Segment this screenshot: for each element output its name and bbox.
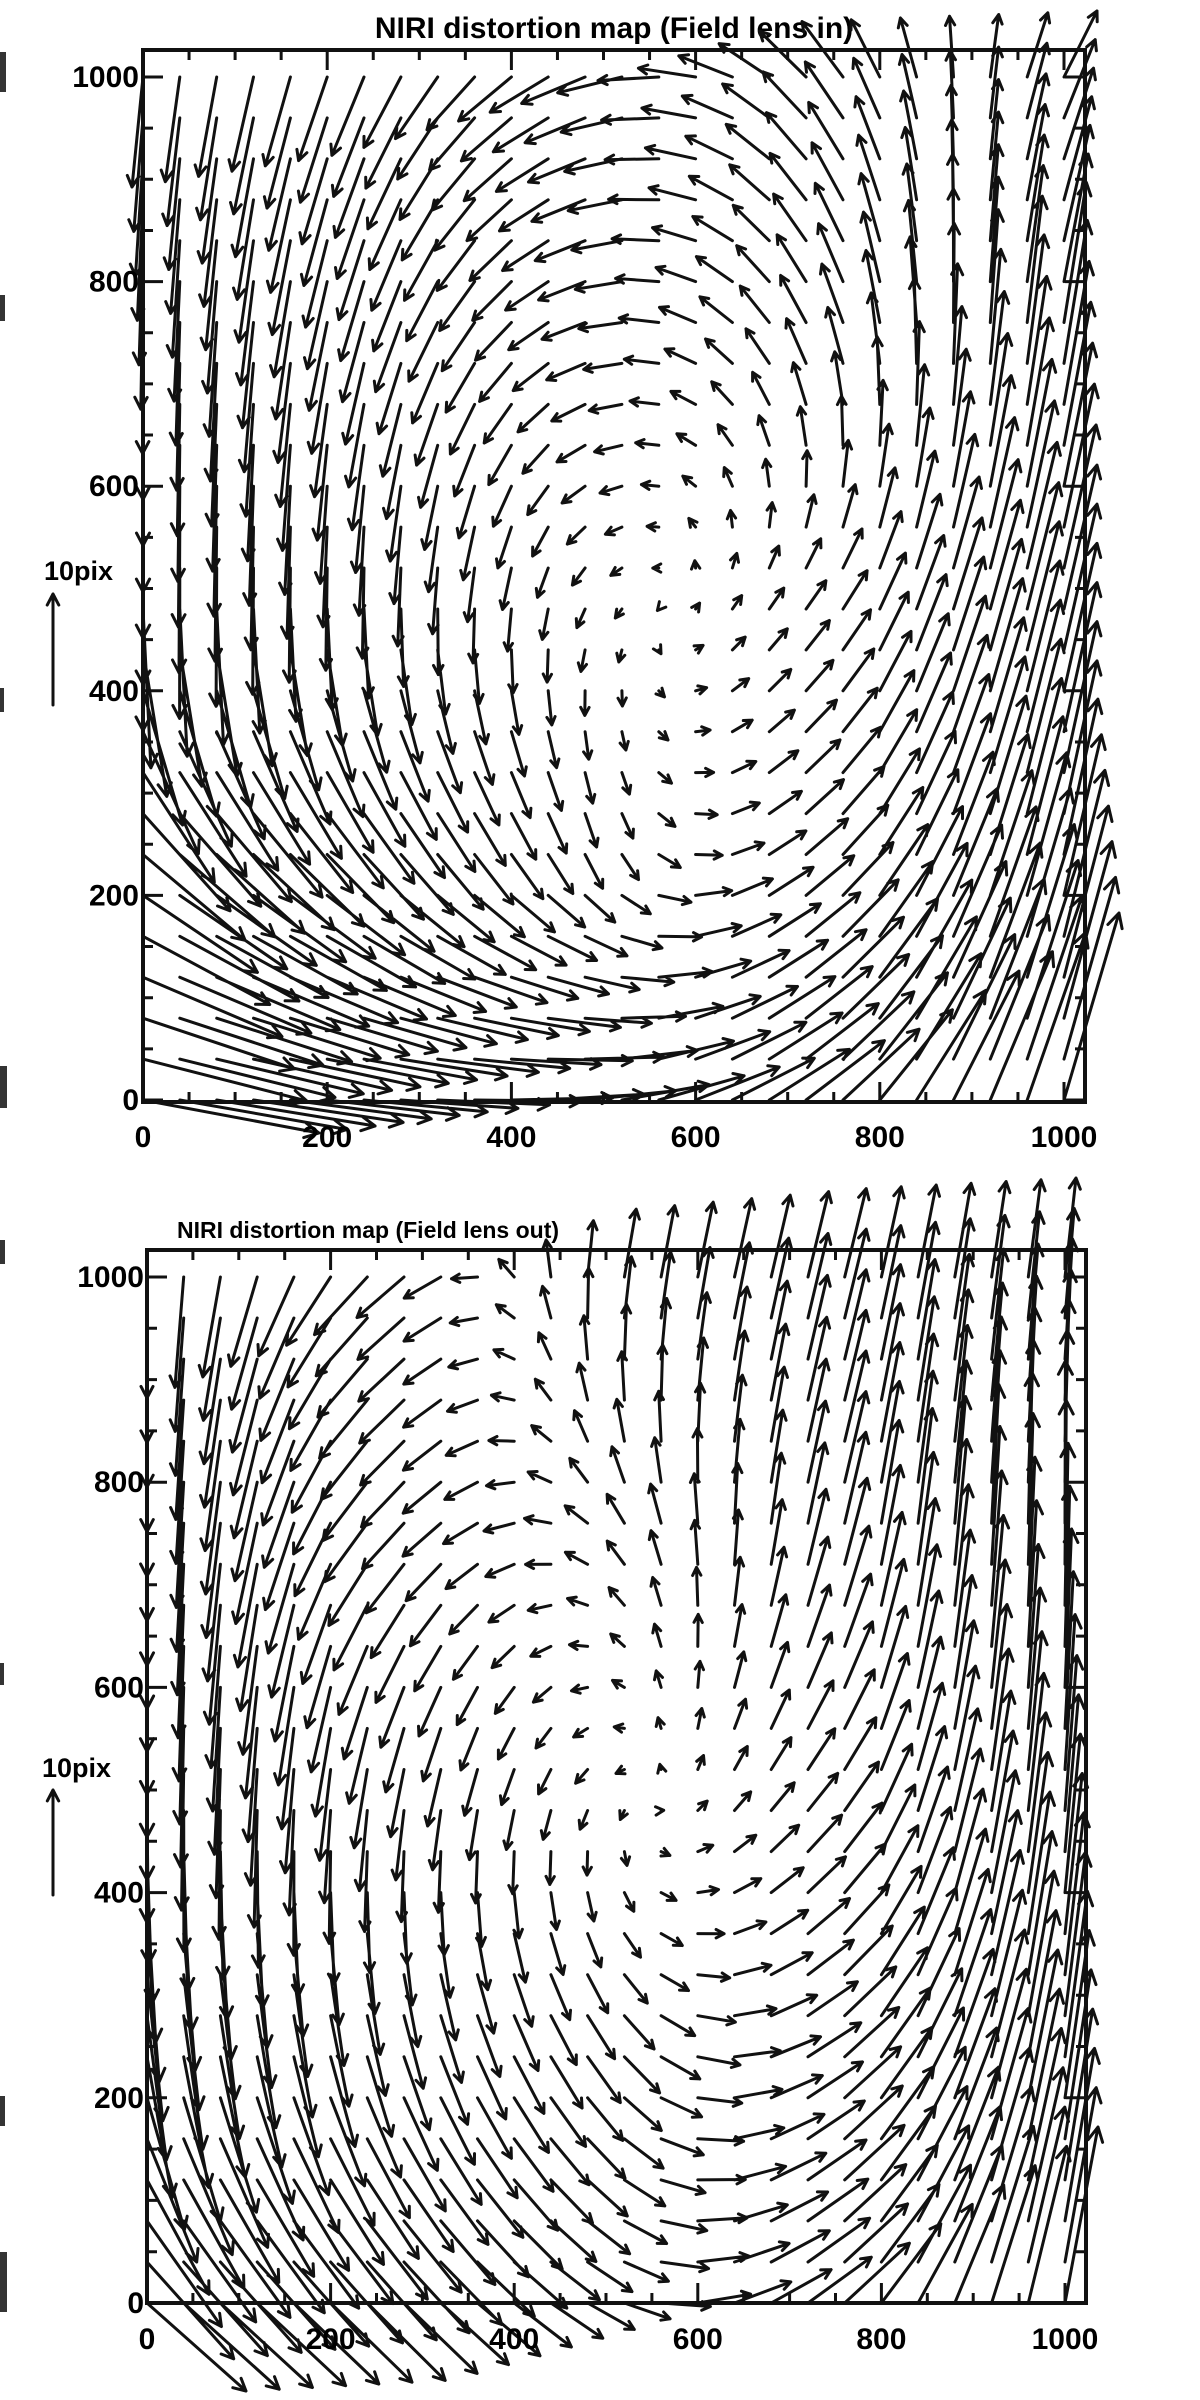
scan-artifact-mark	[0, 1066, 7, 1108]
y-tick-label: 400	[88, 674, 139, 708]
x-tick-label: 1000	[1031, 2323, 1099, 2356]
scale-legend	[42, 1753, 111, 1895]
y-tick-label: 600	[88, 470, 139, 504]
y-tick-label: 1000	[72, 61, 139, 94]
x-tick-label: 400	[486, 1121, 537, 1154]
y-tick-label: 800	[93, 1466, 144, 1500]
scale-arrow	[47, 1790, 58, 1895]
plot-title: NIRI distortion map (Field lens in)	[374, 12, 854, 45]
y-tick-label: 200	[93, 2081, 144, 2115]
scale-arrow	[47, 594, 59, 705]
scan-artifact-mark	[0, 52, 6, 92]
scan-artifact-mark	[0, 1240, 5, 1264]
plot-field-lens-out	[42, 1178, 1103, 2391]
x-tick-label: 0	[134, 1121, 152, 1154]
scan-artifact-mark	[0, 2252, 7, 2312]
y-tick-label: 1000	[77, 1261, 144, 1294]
scale-legend-label: 10pix	[42, 1753, 112, 1783]
x-tick-label: 600	[672, 2323, 723, 2356]
x-tick-label: 200	[305, 2323, 356, 2356]
vector-field	[140, 1178, 1102, 2391]
y-tick-label: 200	[88, 879, 139, 913]
y-tick-label: 0	[127, 2287, 144, 2320]
plot-field-lens-in	[44, 11, 1122, 1154]
x-tick-label: 800	[856, 2323, 907, 2356]
x-tick-label: 600	[670, 1121, 721, 1154]
scan-artifact-mark	[0, 295, 5, 321]
x-tick-label: 200	[302, 1121, 353, 1154]
scale-legend-label: 10pix	[44, 556, 114, 586]
vector-field	[127, 11, 1122, 1138]
y-tick-label: 600	[93, 1671, 144, 1705]
scan-artifact-mark	[0, 1663, 4, 1685]
x-tick-label: 400	[489, 2323, 540, 2356]
x-tick-label: 0	[138, 2323, 156, 2356]
x-tick-label: 800	[854, 1121, 905, 1154]
y-tick-label: 400	[93, 1876, 144, 1910]
scan-artifact-mark	[0, 2096, 5, 2126]
x-tick-label: 1000	[1030, 1121, 1098, 1154]
plot-title: NIRI distortion map (Field lens out)	[176, 1217, 560, 1243]
y-tick-label: 800	[88, 265, 139, 299]
y-tick-label: 0	[122, 1084, 139, 1117]
scan-artifact-mark	[0, 688, 4, 712]
